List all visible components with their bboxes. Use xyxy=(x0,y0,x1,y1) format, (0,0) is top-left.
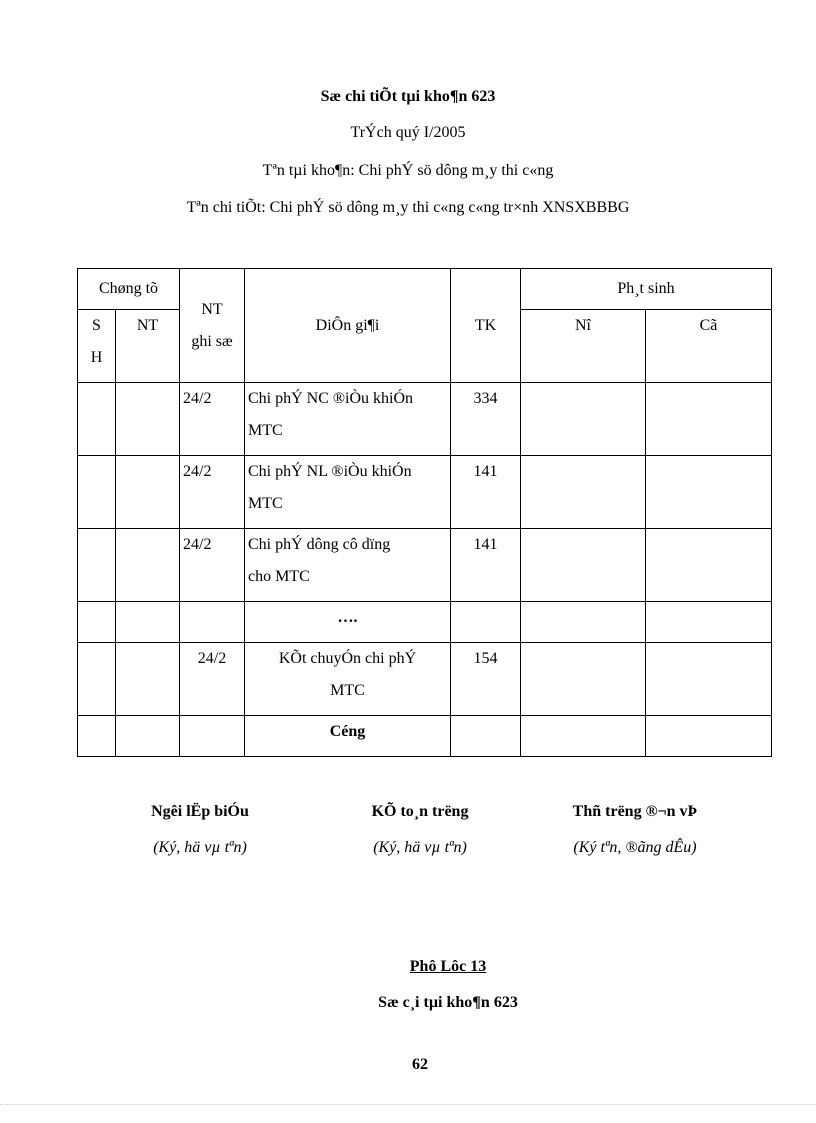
appendix-label: Phô Lôc 13 xyxy=(409,958,487,975)
credit-header: Cã xyxy=(646,310,772,383)
row-description-line1: Chi phÝ dông cô dïng xyxy=(248,536,391,553)
row-account: 334 xyxy=(451,383,521,456)
row-date: 24/2 xyxy=(180,383,245,456)
signature-note: (Ký, hä vµ tªn) xyxy=(373,839,467,856)
header-row-1 xyxy=(78,269,772,310)
transfer-description-line2: MTC xyxy=(330,682,365,699)
signature-role: KÕ to¸n trëng xyxy=(371,803,469,820)
voucher-number-header-line2: H xyxy=(90,349,103,366)
row-description-line1: Chi phÝ NC ®iÒu khiÓn xyxy=(248,390,414,407)
signature-preparer xyxy=(120,803,280,857)
transfer-account: 154 xyxy=(451,643,521,716)
row-date: 24/2 xyxy=(180,529,245,602)
voucher-header: Chøng tõ xyxy=(78,269,180,310)
row-account: 141 xyxy=(451,456,521,529)
posting-date-header xyxy=(180,269,245,383)
table-row xyxy=(78,456,772,529)
document-title: Sæ chi tiÕt tµi kho¶n 623 xyxy=(320,88,496,105)
posting-date-header-line2: ghi sæ xyxy=(191,332,233,350)
row-description-line2: cho MTC xyxy=(248,568,310,585)
row-description-line2: MTC xyxy=(248,495,283,512)
table-row xyxy=(78,383,772,456)
transactions-header: Ph¸t sinh xyxy=(521,269,772,310)
voucher-date-header: NT xyxy=(116,310,180,383)
signature-note: (Ký, hä vµ tªn) xyxy=(153,839,247,856)
transfer-row xyxy=(78,643,772,716)
account-header: TK xyxy=(451,269,521,383)
page-number: 62 xyxy=(412,1056,428,1073)
row-description xyxy=(245,383,451,456)
signature-chief-accountant xyxy=(340,803,500,857)
signature-role: Ngêi lËp biÓu xyxy=(151,803,249,820)
signature-head-of-unit xyxy=(540,803,730,857)
row-account: 141 xyxy=(451,529,521,602)
row-description-line1: Chi phÝ NL ®iÒu khiÓn xyxy=(248,463,412,480)
posting-date-header-line1: NT xyxy=(201,300,223,318)
footer-divider xyxy=(0,1104,816,1105)
signature-role: Thñ trëng ®¬n vÞ xyxy=(572,803,698,820)
voucher-number-header-line1: S xyxy=(92,317,101,334)
voucher-number-header xyxy=(78,310,116,383)
transfer-date: 24/2 xyxy=(180,643,245,716)
ellipsis-row xyxy=(78,602,772,643)
total-row xyxy=(78,716,772,757)
transfer-description-line1: KÕt chuyÓn chi phÝ xyxy=(278,650,417,667)
row-description xyxy=(245,529,451,602)
description-header: DiÔn gi¶i xyxy=(245,269,451,383)
ledger-table xyxy=(77,268,772,757)
transfer-description xyxy=(245,643,451,716)
period-line: TrÝch quý I/2005 xyxy=(350,124,466,141)
table-row xyxy=(78,529,772,602)
detail-name-line: Tªn chi tiÕt: Chi phÝ sö dông m¸y thi c«ng c«ng tr×nh XNSXBBBG xyxy=(186,199,630,216)
row-date: 24/2 xyxy=(180,456,245,529)
signature-note: (Ký tªn, ®ãng dÊu) xyxy=(573,839,697,856)
row-description xyxy=(245,456,451,529)
debit-header: Nî xyxy=(521,310,646,383)
account-name-line: Tªn tµi kho¶n: Chi phÝ sö dông m¸y thi c«ng xyxy=(262,162,554,179)
total-label: Céng xyxy=(245,716,451,757)
ellipsis-cell: …. xyxy=(245,602,451,643)
row-description-line2: MTC xyxy=(248,422,283,439)
appendix-title: Sæ c¸i tµi kho¶n 623 xyxy=(378,994,518,1011)
